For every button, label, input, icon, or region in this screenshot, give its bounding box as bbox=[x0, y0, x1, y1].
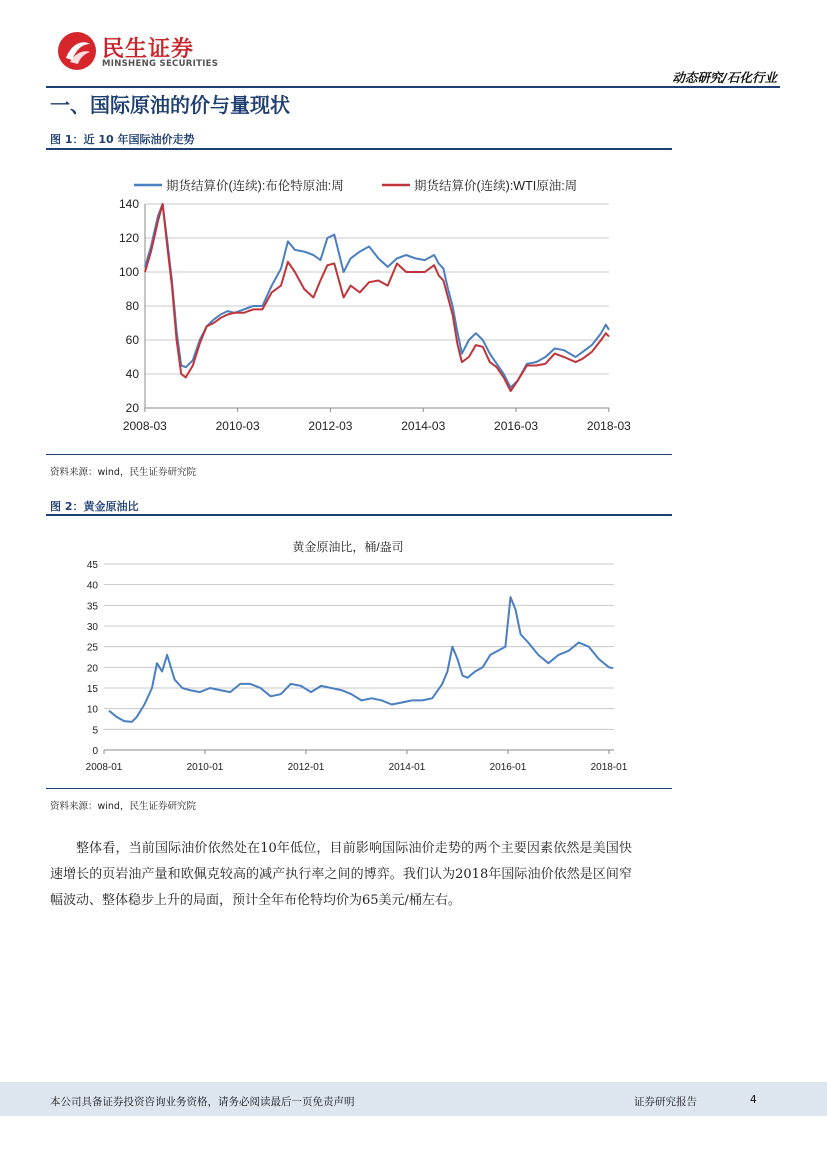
logo-chinese-name: 民生证券 bbox=[102, 37, 195, 62]
x-tick-label: 2018-01 bbox=[590, 762, 628, 773]
footer-disclaimer: 本公司具备证券投资咨询业务资格，请务必阅读最后一页免责声明 bbox=[50, 1096, 355, 1108]
chart-2-axes bbox=[86, 560, 628, 773]
logo-english-name: MINSHENG SECURITIES bbox=[102, 59, 219, 69]
y-tick-label: 5 bbox=[92, 725, 98, 737]
chart-2-series bbox=[109, 597, 613, 722]
y-tick-label: 20 bbox=[125, 401, 139, 415]
y-tick-label: 10 bbox=[86, 704, 98, 716]
body-text bbox=[50, 836, 632, 914]
page-number: 4 bbox=[750, 1094, 757, 1106]
y-tick-label: 40 bbox=[125, 367, 139, 381]
chart-2-title: 黄金原油比，桶/盎司 bbox=[292, 540, 404, 554]
y-tick-label: 100 bbox=[118, 265, 139, 279]
x-tick-label: 2016-01 bbox=[489, 762, 527, 773]
chart-1-gridlines bbox=[145, 204, 609, 374]
chart-2-gridlines bbox=[104, 564, 614, 729]
y-tick-label: 15 bbox=[86, 684, 98, 695]
y-tick-label: 60 bbox=[125, 333, 139, 347]
x-tick-label: 2014-01 bbox=[388, 762, 426, 773]
x-tick-label: 2008-03 bbox=[122, 419, 167, 433]
x-tick-label: 2010-03 bbox=[215, 419, 260, 433]
chart-1-series bbox=[145, 204, 609, 391]
x-tick-label: 2016-03 bbox=[494, 419, 539, 433]
oil-price-chart bbox=[46, 160, 672, 450]
figure-1-source: 资料来源：wind，民生证券研究院 bbox=[50, 467, 196, 478]
section-title: 一、国际原油的价与量现状 bbox=[50, 93, 290, 117]
header-divider bbox=[46, 86, 780, 88]
figure-1-caption: 图 1：近 10 年国际油价走势 bbox=[50, 133, 195, 146]
y-tick-label: 120 bbox=[118, 231, 139, 245]
figure-2-caption: 图 2：黄金原油比 bbox=[50, 500, 139, 513]
x-tick-label: 2012-01 bbox=[287, 762, 325, 773]
y-tick-label: 25 bbox=[86, 642, 98, 654]
y-tick-label: 30 bbox=[86, 622, 98, 633]
x-tick-label: 2018-03 bbox=[586, 419, 631, 433]
gold-oil-ratio-chart bbox=[46, 528, 672, 784]
figure-2-source: 资料来源：wind，民生证券研究院 bbox=[50, 801, 196, 812]
series-line-1 bbox=[109, 597, 613, 722]
y-tick-label: 45 bbox=[86, 560, 98, 571]
y-tick-label: 80 bbox=[125, 299, 139, 313]
company-logo bbox=[58, 30, 218, 74]
y-tick-label: 20 bbox=[86, 663, 98, 675]
x-tick-label: 2012-03 bbox=[308, 419, 353, 433]
figure-1-top-rule bbox=[46, 148, 672, 150]
body-paragraph: 整体看，当前国际油价依然处在10年低位，目前影响国际油价走势的两个主要因素依然是美国快速增长的页岩油产量和欧佩克较高的减产执行率之间的博弈。我们认为2018年国际油价依然是区间窄幅波动、整体稳步上升的局面，预计全年布伦特均价为65美元/桶左右。 bbox=[50, 841, 632, 908]
y-tick-label: 0 bbox=[92, 746, 98, 757]
footer-report-type: 证券研究报告 bbox=[634, 1096, 697, 1108]
chart-1-axes bbox=[119, 197, 631, 433]
x-tick-label: 2014-03 bbox=[401, 419, 446, 433]
logo-mark-icon bbox=[58, 32, 96, 70]
figure-2-top-rule bbox=[46, 514, 672, 516]
series-line-1 bbox=[145, 204, 609, 388]
y-tick-label: 40 bbox=[86, 580, 98, 592]
report-category: 动态研究/石化行业 bbox=[672, 70, 777, 85]
x-tick-label: 2010-01 bbox=[186, 762, 224, 773]
series-line-2 bbox=[145, 204, 609, 391]
legend-label-2: 期货结算价(连续):WTI原油:周 bbox=[414, 179, 578, 193]
legend-label-1: 期货结算价(连续):布伦特原油:周 bbox=[166, 179, 344, 193]
y-tick-label: 35 bbox=[86, 601, 98, 613]
figure-2-bottom-rule bbox=[46, 788, 672, 789]
y-tick-label: 140 bbox=[118, 197, 139, 211]
figure-1-bottom-rule bbox=[46, 454, 672, 455]
x-tick-label: 2008-01 bbox=[85, 762, 123, 773]
chart-1-legend bbox=[134, 178, 577, 193]
